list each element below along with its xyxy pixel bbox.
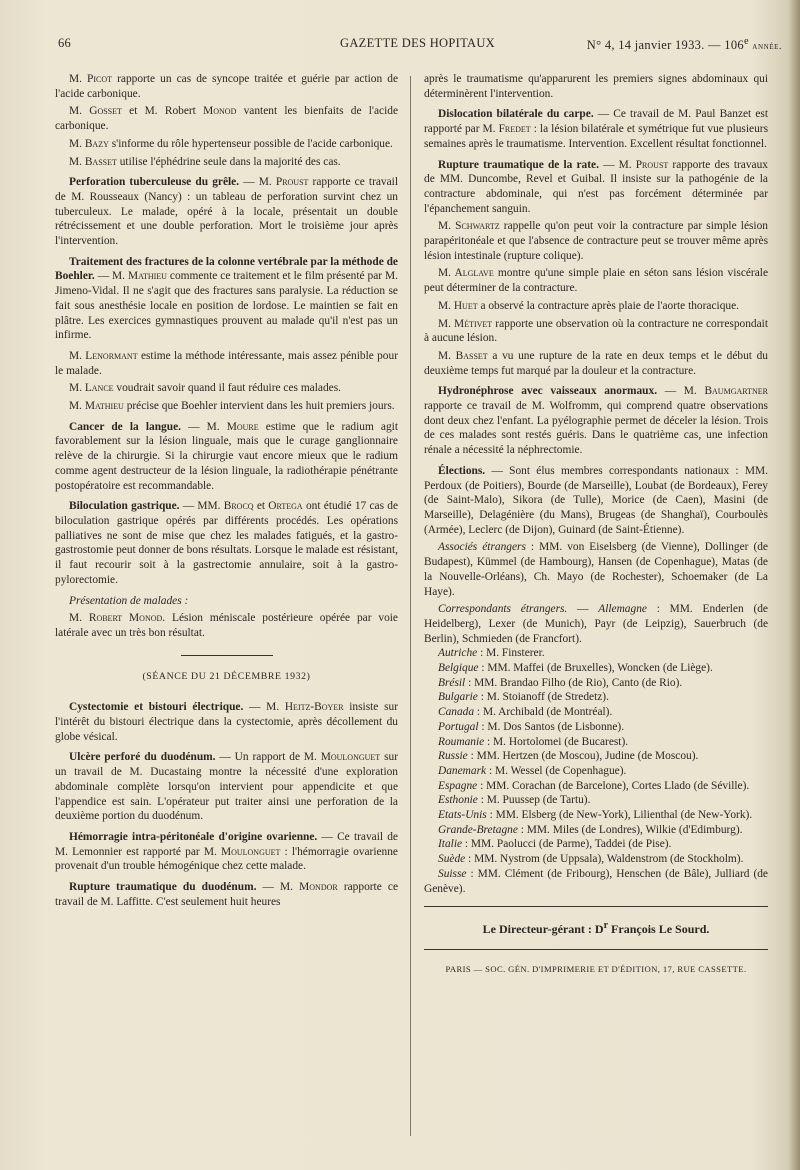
imprint-line: PARIS — SOC. GÉN. D'IMPRIMERIE ET D'ÉDITION, 17, RUE CASSETTE. (445, 963, 747, 974)
country-entry: Autriche : M. Finsterer. (438, 647, 545, 660)
article-heading: Biloculation gastrique. (69, 500, 180, 513)
country-entry: Belgique : MM. Maffei (de Bruxelles), Woncken (de Liège). (438, 662, 713, 675)
page-number: 66 (58, 36, 72, 50)
country-list (424, 646, 768, 896)
paragraph: Associés étrangers : MM. von Eiselsberg (de Vienne), Dollinger (de Budapest), Kümmel (de Hambourg), Hansen (de Copenhague), Matas (de la Nouvelle-Orléans), Ch. Mayo (de Rochester), Schoemaker (de La Haye). (424, 541, 768, 598)
article-rate: Rupture traumatique de la rate. — M. Proust rapporte des travaux de MM. Duncombe, Revel et Guibal. Il insiste sur la pathogénie de la contracture abdominale, qui n'est pas forcément déterminée par l'épanchement sanguin. (424, 158, 768, 215)
article-hydronephrose: Hydronéphrose avec vaisseaux anormaux. — M. Baumgartner rapporte ce travail de M. Wolfromm, qui comprend quatre observations dont deux chez l'enfant. La pyélographie permet de déceler la lésion. Trois de ces malades sont restés guéris. Dans le quatrième cas, une infection rénale a nécessité la néphrectomie. (424, 385, 768, 457)
article-fractures: Traitement des fractures de la colonne vertébrale par la méthode de Boehler. — M. Mathieu commente ce traitement et le film présenté par M. Jimeno-Vidal. Il ne s'agit que des fractures sans paralysie. La réduction se fait sous anesthésie locale en position de lordose. Le maintien se fait en plâtre. Les exercices gymnastiques prouvent au malade qu'il n'est pas un infirme. (55, 255, 398, 342)
article-heading: Cystectomie et bistouri électrique. (69, 701, 244, 714)
article-heading: Hydronéphrose avec vaisseaux anormaux. (438, 385, 658, 398)
article-heading: Traitement des fractures de la colonne vertébrale par la méthode de Boehler. (55, 255, 398, 283)
article-hemorragie: Hémorragie intra-péritonéale d'origine ovarienne. — Ce travail de M. Lemonnier est rapporté par M. Moulonguet : l'hémorragie ovarienne provenait d'un trouble hémogénique chez cette malade. (55, 830, 398, 873)
paragraph: M. Gosset et M. Robert Monod vantent les bienfaits de l'acide carbonique. (55, 105, 399, 133)
country-entry: Canada : M. Archibald (de Montréal). (438, 706, 613, 719)
country-entry: Russie : MM. Hertzen (de Moscou), Judine (de Moscou). (438, 750, 699, 763)
paragraph: M. Huet a observé la contracture après plaie de l'aorte thoracique. (438, 299, 739, 312)
article-heading: Ulcère perforé du duodénum. (69, 751, 216, 764)
article-ulcere: Ulcère perforé du duodénum. — Un rapport de M. Moulonguet sur un travail de M. Ducastaing montre la nécessité d'une exploration abdominale complète lorsqu'on intervient pour appendicite et que l'appendice est sain. L'opérateur put traiter ainsi une perforation de la deuxième portion du duodénum. (55, 751, 398, 823)
country-entry: Roumanie : M. Hortolomei (de Bucarest). (438, 735, 629, 748)
country-entry: Bulgarie : M. Stoianoff (de Stredetz). (438, 691, 609, 704)
paragraph: M. Basset a vu une rupture de la rate en deux temps et le début du deuxième temps fut marqué par la douleur et la contracture. (424, 349, 768, 377)
paragraph: M. Métivet rapporte une observation où la contracture ne correspondait à aucune lésion. (424, 317, 768, 345)
article-heading: Élections. (438, 464, 486, 477)
paragraph: après le traumatisme qu'apparurent les premiers signes abdominaux qui déterminèrent l'intervention. (424, 73, 768, 100)
column-divider (410, 76, 411, 1136)
article-cystectomie: Cystectomie et bistouri électrique. — M. Heitz-Boyer insiste sur l'intérêt du bistouri électrique dans la cystectomie, après décollement du globe vésical. (55, 701, 398, 743)
article-heading: Dislocation bilatérale du carpe. (438, 108, 594, 121)
article-heading: Perforation tuberculeuse du grêle. (69, 176, 240, 189)
country-entry: Brésil : MM. Brandao Filho (de Rio), Canto (de Rio). (438, 676, 683, 689)
article-heading: Rupture traumatique du duodénum. (69, 881, 257, 894)
article-heading: Hémorragie intra-péritonéale d'origine ovarienne. (69, 830, 318, 843)
paragraph: Présentation de malades : (69, 594, 189, 607)
paragraph: M. Basset utilise l'éphédrine seule dans la majorité des cas. (69, 155, 341, 168)
paragraph: M. Alglave montre qu'une simple plaie en séton sans lésion viscérale peut déterminer de la contracture. (424, 267, 769, 295)
paragraph: M. Mathieu précise que Boehler intervient dans les huit premiers jours. (69, 400, 395, 413)
country-entry: Suisse : MM. Clément (de Fribourg), Henschen (de Bâle), Julliard (de Genève). (424, 867, 768, 895)
article-rupture-duodenum: Rupture traumatique du duodénum. — M. Mondor rapporte ce travail de M. Laffitte. C'est seulement huit heures (55, 881, 398, 908)
country-entry: Italie : MM. Paolucci (de Parme), Taddei (de Pise). (438, 838, 672, 851)
country-entry: Esthonie : M. Puussep (de Tartu). (438, 794, 591, 807)
article-heading: Rupture traumatique de la rate. (438, 158, 599, 171)
country-entry: Danemark : M. Wessel (de Copenhague). (438, 764, 627, 777)
article-carpe: Dislocation bilatérale du carpe. — Ce travail de M. Paul Banzet est rapporté par M. Fredet : la lésion bilatérale et symétrique fut vue plusieurs semaines après le traumatisme. Intervention. Excellent résultat fonctionnel. (424, 108, 769, 150)
paragraph: M. Picot rapporte un cas de syncope traitée et guérie par action de l'acide carbonique. (55, 73, 398, 100)
footer-rule (424, 949, 768, 950)
seance-heading: (SÉANCE DU 21 DÉCEMBRE 1932) (142, 670, 311, 682)
article-biloculation: Biloculation gastrique. — MM. Brocq et Ortega ont étudié 17 cas de biloculation gastrique opérés par différents procédés. Les opérations palliatives ne sont de mise que chez les malades fatigués, et la gastro-gastrostomie peut donner de bons résultats. Lorsque le malade est résistant, il faut recourir soit à la gastrectomie annulaire, soit à la gastro-pylorectomie. (55, 500, 399, 586)
page-edge-shadow (788, 0, 800, 1170)
journal-title: GAZETTE DES HOPITAUX (340, 36, 495, 50)
country-entry: Espagne : MM. Corachan (de Barcelone), Cortes Llado (de Séville). (438, 779, 750, 792)
country-entry: Etats-Unis : MM. Elsberg (de New-York), Lilienthal (de New-York). (438, 809, 753, 822)
paragraph: M. Lance voudrait savoir quand il faut réduire ces malades. (69, 382, 341, 395)
article-perforation: Perforation tuberculeuse du grêle. — M. Proust rapporte ce travail de M. Rousseaux (Nancy) : un tableau de perforation survint chez un tuberculeux. Le malade, opéré à la locale, présentait un double rétrécissement et une double perforation. Mort le troisième jour après l'intervention. (55, 176, 398, 248)
paragraph: M. Bazy s'informe du rôle hypertenseur possible de l'acide carbonique. (69, 137, 393, 150)
issue-info: N° 4, 14 janvier 1933. — 106e année. (586, 36, 782, 53)
paragraph: M. Robert Monod. Lésion méniscale postérieure opérée par voie latérale avec un très bon résultat. (55, 612, 398, 639)
left-column (55, 72, 398, 915)
country-entry: Portugal : M. Dos Santos (de Lisbonne). (438, 720, 625, 733)
paragraph: M. Lenormant estime la méthode intéressante, mais assez pénible pour le malade. (55, 349, 398, 377)
article-elections: Élections. — Sont élus membres correspondants nationaux : MM. Perdoux (de Poitiers), Bourde (de Marseille), Loubat (de Bordeaux), Ferey (de Saint-Malo), Sikora (de Tulle), Morice (de Caen), Masini (de Marseille), Delagénière (du Mans), Brugeas (de Shanghaï), Courboulès (Armée), Leclerc (de Dijon), Guinard (de Saint-Étienne). (424, 464, 768, 536)
right-column (424, 72, 768, 977)
article-cancer: Cancer de la langue. — M. Moure estime que le radium agit favorablement sur la lésion linguale, mais que le curage ganglionnaire relève de la chirurgie. Si la chirurgie vaut encore mieux que le radium comme agent destructeur de la lésion linguale, la radiothérapie pénétrante postopératoire est recommandable. (55, 420, 399, 492)
paragraph: M. Schwartz rappelle qu'on peut voir la contracture par simple lésion parapéritonéale et que l'absence de contracture peut se trouver même après lésion intestinale (rupture colique). (424, 220, 768, 262)
page-header (52, 36, 786, 58)
article-heading: Cancer de la langue. (69, 420, 181, 433)
footer-rule (424, 906, 768, 907)
section-rule (181, 655, 273, 656)
directeur-gerant: Le Directeur-gérant : $D^r$ François Le Sourd. (482, 920, 710, 937)
country-entry: Suède : MM. Nystrom (de Uppsala), Waldenstrom (de Stockholm). (438, 853, 744, 866)
country-entry: Grande-Bretagne : MM. Miles (de Londres), Wilkie (d'Edimburg). (438, 823, 743, 836)
paragraph: Correspondants étrangers. — Allemagne : MM. Enderlen (de Heidelberg), Lexer (de Munich), Payr (de Leipzig), Sauerbruch (de Berlin), Schmieden (de Francfort). (424, 603, 768, 645)
